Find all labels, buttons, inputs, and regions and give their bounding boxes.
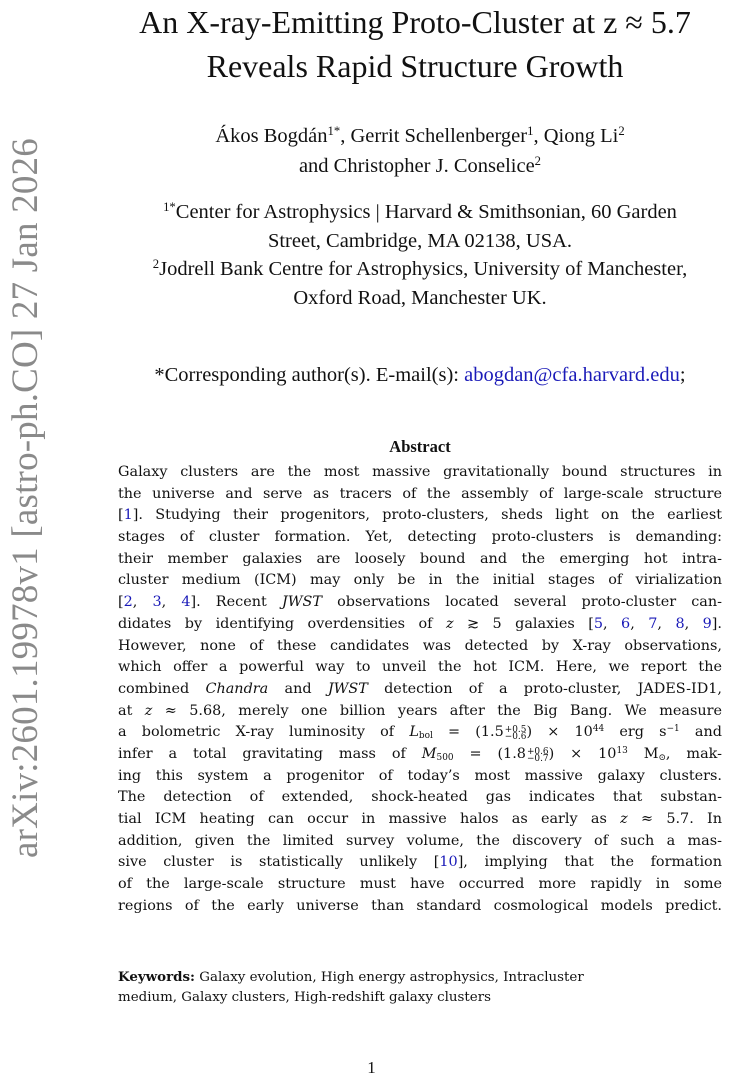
abstract-line: ing this system a progenitor of today’s most massive galaxy clusters. xyxy=(118,767,722,784)
abstract-line: [1]. Studying their progenitors, proto-clusters, sheds light on the earliest xyxy=(118,507,722,524)
abstract-line: combined Chandra and JWST detection of a proto-cluster, JADES-ID1, xyxy=(118,680,722,697)
affiliation-2-line-2: Oxford Road, Manchester UK. xyxy=(293,286,547,309)
keywords-line-1 xyxy=(118,967,722,988)
paper-title xyxy=(90,0,740,88)
arxiv-identifier-stamp: arXiv:2601.19978v1 [astro-ph.CO] 27 Jan 2026 xyxy=(5,138,46,858)
affiliation-mark: 1* xyxy=(163,200,176,215)
affiliation-1-line-2: Street, Cambridge, MA 02138, USA. xyxy=(267,229,573,252)
abstract-line: regions of the early universe than standard cosmological models predict. xyxy=(118,897,722,914)
title-line-1: An X-ray-Emitting Proto-Cluster at z ≈ 5.7 xyxy=(139,4,691,40)
author-name: Ákos Bogdán xyxy=(215,125,328,147)
author-list xyxy=(100,121,740,181)
author-separator: , xyxy=(533,125,544,147)
abstract-line: which offer a powerful way to unveil the hot ICM. Here, we report the xyxy=(118,659,722,676)
abstract-line: sive cluster is statistically unlikely [10], implying that the formation xyxy=(118,854,722,871)
author-name: and Christopher J. Conselice xyxy=(298,155,535,177)
author-line-2 xyxy=(100,151,740,181)
author-name: Qiong Li xyxy=(543,125,619,147)
abstract-line: addition, given the limited survey volume, the discovery of such a mas- xyxy=(118,832,722,849)
abstract-line: Galaxy clusters are the most massive gravitationally bound structures in xyxy=(118,464,722,480)
affiliation-2-line-1 xyxy=(100,255,740,284)
corresponding-author xyxy=(100,361,740,389)
email-link[interactable]: abogdan@cfa.harvard.edu xyxy=(464,364,680,386)
affiliation-mark: 2 xyxy=(152,257,160,272)
abstract-line: their member galaxies are loosely bound and the emerging hot intra- xyxy=(118,550,722,567)
abstract-line: cluster medium (ICM) may only be in the initial stages of virialization xyxy=(118,572,722,589)
affiliation-1-line-1 xyxy=(100,198,740,227)
abstract-line: a bolometric X-ray luminosity of $L_{bol} = (1.5$ +0.5 −0.6 ) × $10^{44}$ erg $s^{-1}$ and xyxy=(118,724,722,743)
abstract-line: stages of cluster formation. Yet, detecting proto-clusters is demanding: xyxy=(118,529,722,546)
keywords-line-2: medium, Galaxy clusters, High-redshift galaxy clusters xyxy=(118,990,492,1005)
abstract-line: tial ICM heating can occur in massive halos as early as z ≈ 5.7. In xyxy=(118,811,722,827)
author-separator: , xyxy=(340,125,351,147)
abstract-line: didates by identifying overdensities of z ≳ 5 galaxies [5, 6, 7, 8, 9]. xyxy=(118,615,722,632)
abstract-line: of the large-scale structure must have occurred more rapidly in some xyxy=(118,876,722,893)
abstract-line: the universe and serve as tracers of the assembly of large-scale structure xyxy=(118,485,722,502)
author-affiliation-mark: 1* xyxy=(327,124,341,139)
page-number: 1 xyxy=(367,1058,376,1077)
abstract-line: infer a total gravitating mass of $M_{500} = (1.8$ +0.6 −0.7 ) × $10^{13}$ $M_⊙$, mak- xyxy=(118,745,722,765)
corresponding-label: *Corresponding author(s). E-mail(s): xyxy=(154,364,465,386)
affiliation-text: Center for Astrophysics | Harvard & Smithsonian, 60 Garden xyxy=(175,201,677,223)
author-affiliation-mark: 1 xyxy=(527,124,534,139)
abstract-line: The detection of extended, shock-heated gas indicates that substan- xyxy=(118,789,722,806)
corresponding-suffix: ; xyxy=(679,364,686,386)
keywords xyxy=(118,967,722,1008)
affiliations xyxy=(100,198,740,312)
author-name: Gerrit Schellenberger xyxy=(350,125,528,147)
keywords-label: Keywords: xyxy=(118,969,196,985)
abstract-heading: Abstract xyxy=(389,437,451,456)
abstract-body xyxy=(118,462,722,917)
author-line-1 xyxy=(100,121,740,151)
title-line-2: Reveals Rapid Structure Growth xyxy=(206,48,624,84)
abstract-line: However, none of these candidates was detected by X-ray observations, xyxy=(118,637,722,654)
author-affiliation-mark: 2 xyxy=(534,154,542,169)
abstract-line: [2, 3, 4]. Recent JWST observations located several proto-cluster can- xyxy=(118,594,722,611)
affiliation-text: Jodrell Bank Centre for Astrophysics, University of Manchester, xyxy=(159,258,688,280)
author-affiliation-mark: 2 xyxy=(618,124,625,139)
abstract-line: at z ≈ 5.68, merely one billion years after the Big Bang. We measure xyxy=(118,702,722,719)
keywords-text: Galaxy evolution, High energy astrophysics, Intracluster xyxy=(195,970,584,985)
